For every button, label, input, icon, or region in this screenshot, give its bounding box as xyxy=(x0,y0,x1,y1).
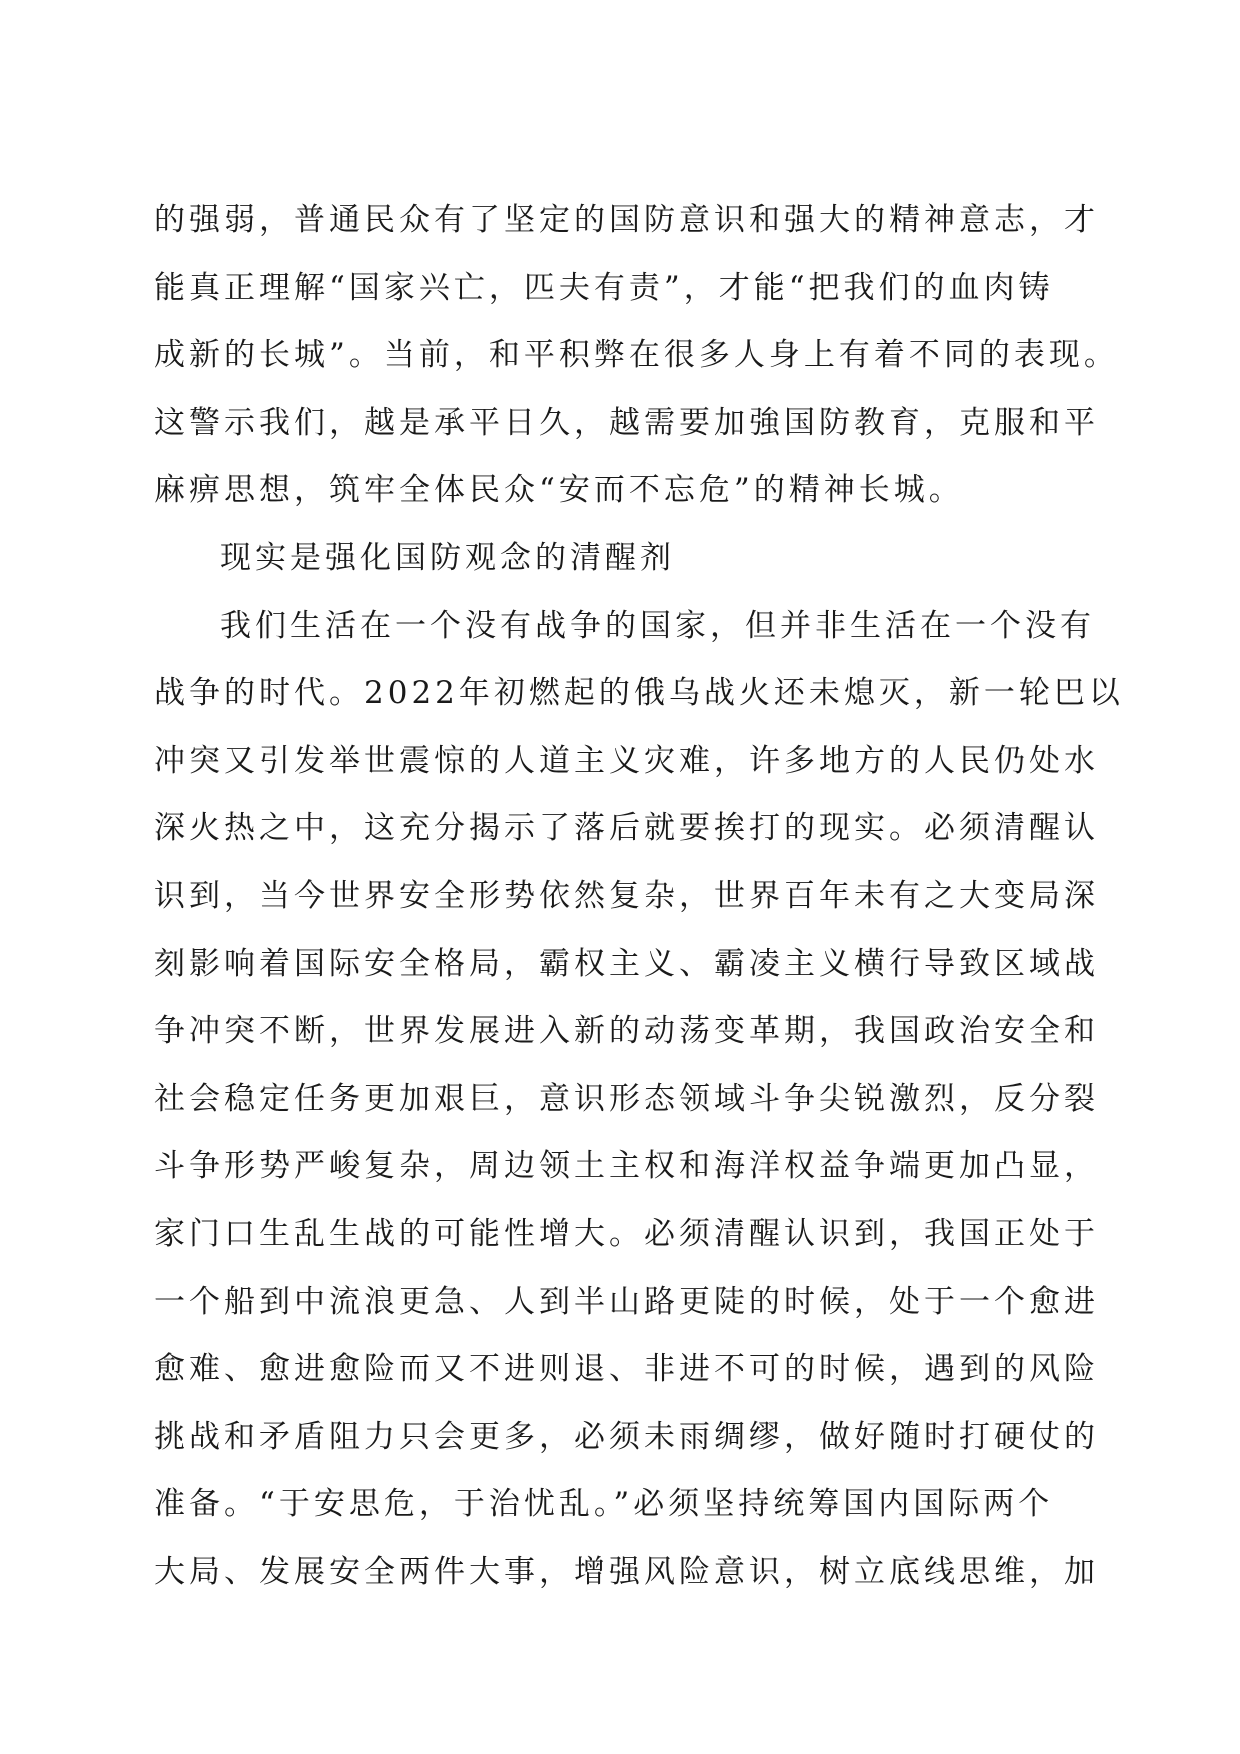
body-text xyxy=(154,187,1124,1606)
text-line: 大局、发展安全两件大事，增强风险意识，树立底线思维，加 xyxy=(154,1553,1099,1590)
text-line: 能真正理解“国家兴亡，匹夫有责”，才能“把我们的血肉铸 xyxy=(154,269,1054,306)
text-line: 冲突又引发举世震惊的人道主义灾难，许多地方的人民仍处水 xyxy=(154,742,1099,779)
text-line: 的强弱，普通民众有了坚定的国防意识和强大的精神意志，才 xyxy=(154,202,1099,238)
text-line: 深火热之中，这充分揭示了落后就要挨打的现实。必须清醒认 xyxy=(154,810,1099,847)
text-line: 争冲突不断，世界发展进入新的动荡变革期，我国政治安全和 xyxy=(154,1013,1099,1050)
text-line: 家门口生乱生战的可能性增大。必须清醒认识到，我国正处于 xyxy=(154,1215,1099,1252)
section-heading: 现实是强化国防观念的清醒剂 xyxy=(220,539,675,576)
text-line: 成新的长城”。当前，和平积弊在很多人身上有着不同的表现。 xyxy=(154,337,1119,374)
text-line: 刻影响着国际安全格局，霸权主义、霸凌主义横行导致区域战 xyxy=(154,945,1099,982)
text-line: 一个船到中流浪更急、人到半山路更陡的时候，处于一个愈进 xyxy=(154,1283,1099,1320)
text-line: 社会稳定任务更加艰巨，意识形态领域斗争尖锐激烈，反分裂 xyxy=(154,1080,1099,1117)
text-line: 斗争形势严峻复杂，周边领土主权和海洋权益争端更加凸显， xyxy=(154,1148,1099,1185)
text-line: 准备。“于安思危，于治忧乱。”必须坚持统筹国内国际两个 xyxy=(154,1486,1054,1523)
text-line: 这警示我们，越是承平日久，越需要加強国防教育，克服和平 xyxy=(154,404,1099,441)
text-line: 挑战和矛盾阻力只会更多，必须未雨绸缪，做好随时打硬仗的 xyxy=(154,1418,1099,1455)
text-line: 麻痹思想，筑牢全体民众“安而不忘危”的精神长城。 xyxy=(154,472,964,509)
text-line: 识到，当今世界安全形势依然复杂，世界百年未有之大变局深 xyxy=(154,877,1099,914)
paragraph-first-line: 我们生活在一个没有战争的国家，但并非生活在一个没有 xyxy=(220,607,1095,644)
text-line: 战争的时代。2022年初燃起的俄乌战火还未熄灭，新一轮巴以 xyxy=(154,675,1124,712)
text-line: 愈难、愈进愈险而又不进则退、非进不可的时候，遇到的风险 xyxy=(154,1351,1099,1388)
